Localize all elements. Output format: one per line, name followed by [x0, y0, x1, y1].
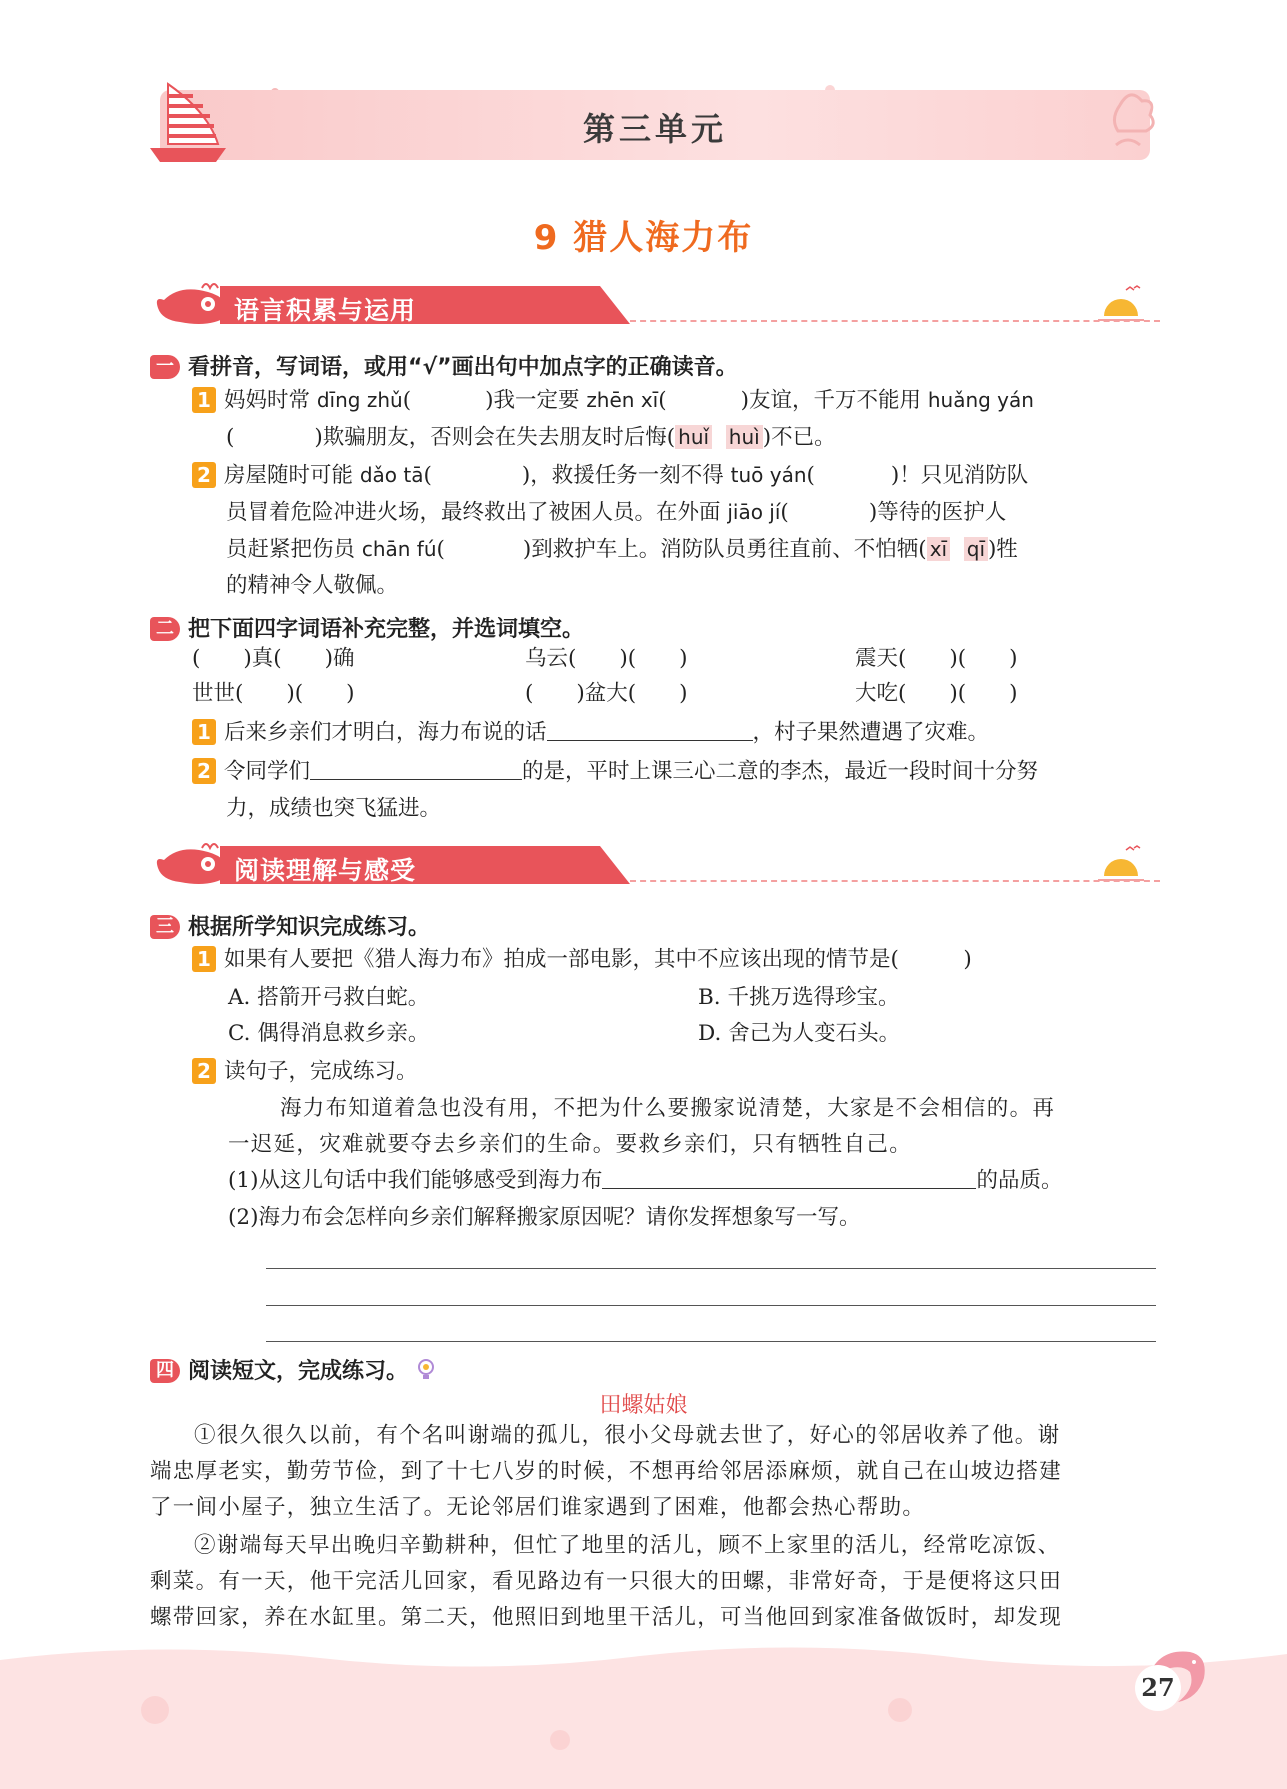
q2-item2: [192, 757, 1038, 787]
section-label-reading: 阅读理解与感受: [234, 856, 417, 885]
q3-sub2: (2)海力布会怎样向乡亲们解释搬家原因呢？请你发挥想象写一写。: [228, 1205, 861, 1230]
question-tag: 三: [150, 915, 180, 939]
text: )不已。: [762, 425, 836, 450]
sailboat-icon: [148, 82, 228, 167]
q1-item1-line1: [192, 385, 1034, 416]
q3-item1: [192, 945, 972, 975]
text: 员赶紧把伤员: [226, 537, 362, 562]
cloud-icon: [1110, 75, 1160, 165]
answer-line[interactable]: [266, 1268, 1156, 1269]
q1-item2-line2: [226, 497, 1006, 528]
pinyin: chān fú: [361, 537, 437, 561]
lightbulb-icon: [416, 1358, 436, 1382]
text: (: [226, 425, 235, 450]
item-number: 2: [192, 758, 216, 784]
q1-item1-line2: [226, 422, 836, 453]
text: )我一定要: [485, 388, 587, 413]
text: 读句子，完成练习。: [224, 1059, 418, 1084]
text: (: [780, 500, 789, 525]
choice-a[interactable]: A. 搭箭开弓救白蛇。: [228, 985, 430, 1010]
idiom-cell[interactable]: 震天( )( ): [855, 646, 1018, 671]
item-number: 1: [192, 946, 216, 972]
text: )等待的医护人: [868, 500, 1007, 525]
item-number: 2: [192, 1058, 216, 1084]
dashed-divider: [630, 880, 1160, 882]
text: 的是，平时上课三心二意的李杰，最近一段时间十分努: [522, 759, 1039, 784]
q3-item2: [192, 1057, 418, 1087]
lesson-title: 9 猎人海力布: [533, 218, 754, 258]
footer-wave: [0, 1640, 1287, 1789]
page-number: 27: [1135, 1665, 1181, 1711]
unit-title: 第三单元: [582, 110, 727, 148]
question-header-1: [150, 350, 738, 381]
story-title: 田螺姑娘: [599, 1393, 688, 1418]
text: 后来乡亲们才明白，海力布说的话: [224, 720, 547, 745]
pinyin: dīng zhǔ: [316, 388, 403, 412]
text: )，救援任务一刻不得: [521, 463, 731, 488]
text: (1)从这儿句话中我们能够感受到海力布: [228, 1168, 603, 1193]
idiom-cell[interactable]: ( )盆大( ): [525, 681, 688, 706]
item-number: 1: [192, 387, 216, 413]
story-paragraph-1: [150, 1418, 1160, 1526]
question-tag: 一: [150, 355, 180, 379]
story-line: 端忠厚老实，勤劳节俭，到了十七八岁的时候，不想再给邻居添麻烦，就自己在山坡边搭建: [150, 1459, 1063, 1484]
fill-blank[interactable]: [602, 1167, 976, 1189]
text: )到救护车上。消防队员勇往直前、不怕牺(: [522, 537, 927, 562]
story-line: 了一间小屋子，独立生活了。无论邻居们谁家遇到了困难，他都会热心帮助。: [150, 1495, 926, 1520]
question-header-2: [150, 612, 584, 643]
dashed-divider: [630, 320, 1160, 322]
sunset-icon: [1096, 842, 1146, 884]
choice-b[interactable]: B. 千挑万选得珍宝。: [698, 985, 900, 1010]
text: 员冒着危险冲进火场，最终救出了被困人员。在外面: [226, 500, 728, 525]
question-tag: 四: [150, 1359, 180, 1383]
text: )友谊，千万不能用: [740, 388, 928, 413]
idiom-cell[interactable]: 大吃( )( ): [855, 681, 1018, 706]
text: 如果有人要把《猎人海力布》拍成一部电影，其中不应该出现的情节是( ): [224, 947, 972, 972]
quote-line: 一迟延，灾难就要夺去乡亲们的生命。要救乡亲们，只有牺牲自己。: [228, 1132, 913, 1157]
question-header-4: [150, 1354, 436, 1385]
question-header-3: [150, 910, 430, 941]
story-line: ②谢端每天早出晚归辛勤耕种，但忙了地里的活儿，顾不上家里的活儿，经常吃凉饭、: [194, 1533, 1061, 1558]
pinyin-option[interactable]: xī: [927, 537, 950, 561]
pinyin-option[interactable]: qī: [964, 537, 988, 561]
text: 房屋随时可能: [224, 463, 360, 488]
story-line: ①很久很久以前，有个名叫谢端的孤儿，很小父母就去世了，好心的邻居收养了他。谢: [194, 1423, 1061, 1448]
section-banner-reading: [150, 842, 1160, 888]
story-line: 螺带回家，养在水缸里。第二天，他照旧到地里干活儿，可当他回到家准备做饭时，却发现: [150, 1605, 1063, 1630]
q1-item2-line3: [226, 534, 1018, 565]
text: (: [423, 463, 432, 488]
q2-item2-cont: 力，成绩也突飞猛进。: [226, 796, 442, 821]
story-line: 剩菜。有一天，他干完活儿回家，看见路边有一只很大的田螺，非常好奇，于是便将这只田: [150, 1569, 1063, 1594]
text: (: [806, 463, 815, 488]
text: (: [402, 388, 412, 413]
pinyin: jiāo jí: [727, 500, 781, 524]
q2-item1: [192, 718, 989, 748]
fill-blank[interactable]: [310, 758, 522, 780]
pinyin: zhēn xī: [586, 388, 659, 412]
idiom-cell[interactable]: 乌云( )( ): [525, 646, 688, 671]
question-title: 看拼音，写词语，或用“√”画出句中加点字的正确读音。: [188, 355, 738, 380]
section-label-language: 语言积累与运用: [234, 296, 417, 325]
pinyin: dǎo tā: [359, 463, 424, 487]
question-tag: 二: [150, 617, 180, 641]
q1-item2-line4: 的精神令人敬佩。: [226, 573, 399, 598]
pinyin: huǎng yán: [927, 388, 1034, 412]
q3-sub1: [228, 1166, 1062, 1196]
sunset-icon: [1096, 282, 1146, 324]
text: 妈妈时常: [224, 388, 317, 413]
text: 的品质。: [976, 1168, 1063, 1193]
unit-banner: [160, 90, 1150, 160]
pinyin-option[interactable]: huǐ: [675, 425, 712, 449]
q1-item2-line1: [192, 460, 1028, 491]
question-title: 根据所学知识完成练习。: [188, 915, 431, 940]
text: )！只见消防队: [890, 463, 1029, 488]
text: ，村子果然遭遇了灾难。: [752, 720, 990, 745]
section-banner-language: [150, 282, 1160, 328]
item-number: 1: [192, 719, 216, 745]
text: )欺骗朋友，否则会在失去朋友时后悔(: [314, 425, 676, 450]
choice-c[interactable]: C. 偶得消息救乡亲。: [228, 1021, 430, 1046]
pinyin-option[interactable]: huì: [726, 425, 763, 449]
answer-line[interactable]: [266, 1341, 1156, 1342]
idiom-cell[interactable]: 世世( )( ): [192, 681, 355, 706]
fill-blank[interactable]: [547, 719, 753, 741]
pinyin: tuō yán: [730, 463, 807, 487]
choice-d[interactable]: D. 舍己为人变石头。: [698, 1021, 901, 1046]
text: 令同学们: [224, 759, 311, 784]
text: )牲: [988, 537, 1018, 562]
question-title: 把下面四字词语补充完整，并选词填空。: [188, 617, 585, 642]
story-paragraph-2: [150, 1528, 1160, 1636]
idiom-cell[interactable]: ( )真( )确: [192, 646, 355, 671]
item-number: 2: [192, 462, 216, 488]
answer-line[interactable]: [266, 1305, 1156, 1306]
text: (: [658, 388, 667, 413]
quote-line: 海力布知道着急也没有用，不把为什么要搬家说清楚，大家是不会相信的。再: [280, 1096, 1056, 1121]
text: (: [436, 537, 445, 562]
question-title: 阅读短文，完成练习。: [188, 1359, 409, 1384]
